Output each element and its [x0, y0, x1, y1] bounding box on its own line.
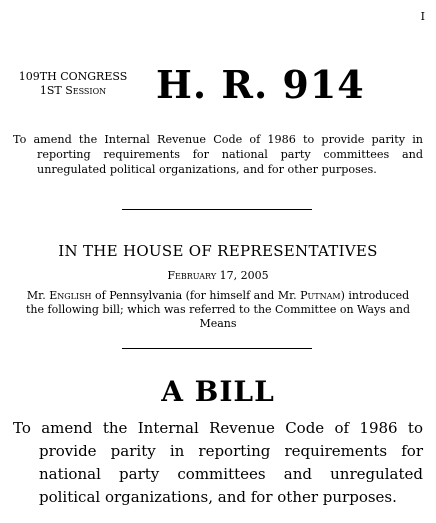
congress-number-suffix: TH — [39, 70, 57, 83]
congress-session-block — [13, 70, 133, 98]
introduction-statement — [18, 289, 418, 331]
session-line — [13, 84, 133, 98]
introduction-mid: of Pennsylvania (for himself and Mr. — [95, 289, 297, 302]
introduction-suffix: ) introduced the following bill; which was referred to the Committee on Ways and Means — [26, 289, 410, 330]
house-heading: IN THE HOUSE OF REPRESENTATIVES — [58, 242, 378, 260]
bill-title: To amend the Internal Revenue Code of 1986 to provide parity in reporting requirements for national party committees and unregulated political organizations, and for other purposes. — [13, 419, 423, 506]
bill-number: H. R. 914 — [156, 62, 365, 107]
bill-summary: To amend the Internal Revenue Code of 1986 to provide parity in reporting requirements for national party committees and unregulated political organizations, and for other purposes. — [13, 133, 423, 176]
introduction-date: February 17, 2005 — [167, 269, 269, 282]
sponsor-prefix: Mr. — [26, 289, 46, 302]
divider-bottom — [122, 348, 312, 349]
congress-number: 109 — [18, 70, 40, 83]
bill-label: A BILL — [161, 375, 275, 408]
divider-top — [122, 209, 312, 210]
cosponsor-name: Putnam — [300, 289, 341, 302]
session-number: 1 — [39, 84, 47, 97]
session-number-suffix: ST — [46, 84, 62, 97]
page-marker: I — [420, 10, 425, 23]
session-label: Session — [65, 84, 107, 97]
sponsor-name: English — [49, 289, 92, 302]
congress-line — [13, 70, 133, 84]
congress-label: CONGRESS — [60, 70, 128, 83]
